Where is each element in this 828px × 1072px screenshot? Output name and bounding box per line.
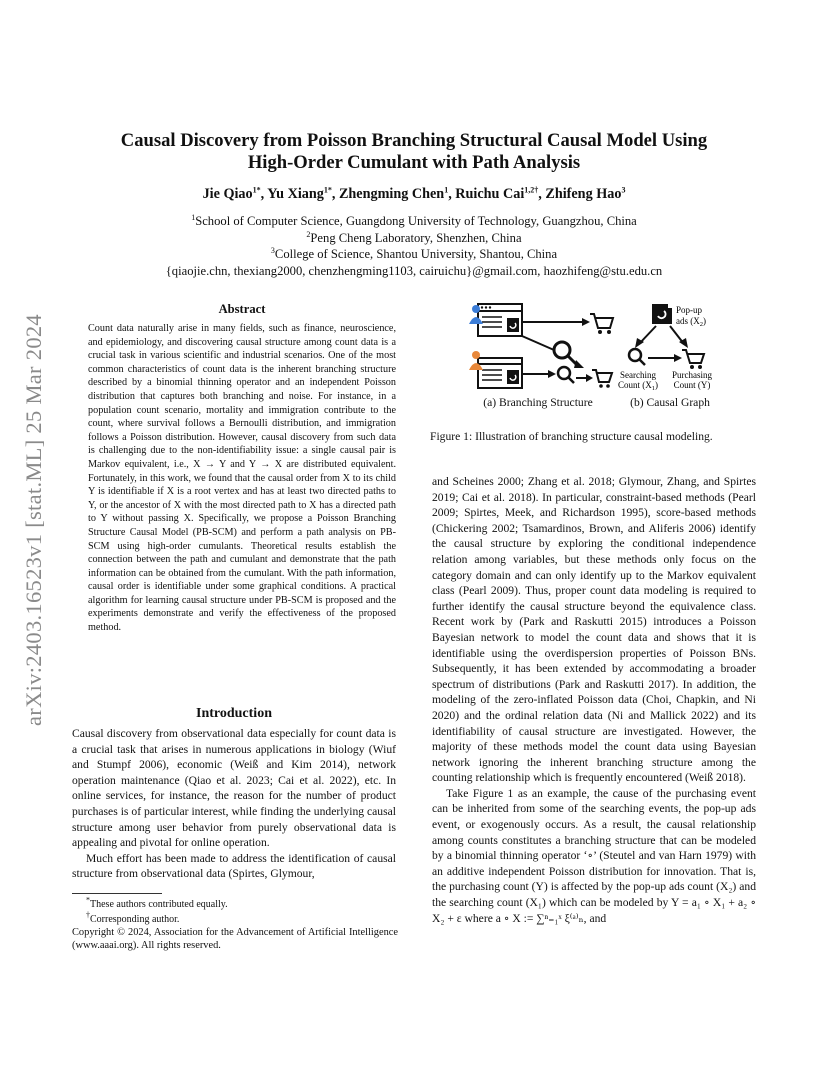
introduction-heading: Introduction [196, 706, 272, 721]
arrow-icon [522, 370, 556, 378]
right-paragraph-1: and Scheines 2000; Zhang et al. 2018; Glymour, Zhang, and Spirtes 2019; Cai et al. 2018). In particular, constraint-based methods (Pearl 2009; Spirtes, Meek, and Richardson 1995), score-based methods (Chickering 2002; Tsamardinos, Brown, and Aliferis 2006) identify the causal structure by exploring the conditional independence relation among variables, but these methods only focus on the category domain and can only identify up to the Markov equivalent class (Pearl 2009). Thus, proper count data modeling is required to further identify the causal structure beyond the equivalence class. Recent work by (Park and Raskutti 2015) introduces a Poisson Bayesian network to model the count data and shows that it is identifiable using the overdispersion properties of Poisson BNs. Subsequently, it has been extended by accommodating a broader spectrum of distributions (Park and Raskutti 2017). In addition, the modeling of the zero-inflated Poisson data (Choi, Chapkin, and Ni 2020) and the ordinal relation data (Ni and Mallick 2022) and its identifiability of causal structure are investigated. However, the majority of these methods model the count data using Bayesian network ignoring the inherent branching structure among the counting relationship which is frequently encountered (Weiß 2018). [432, 475, 756, 785]
popup-ads-icon [652, 304, 672, 324]
intro-paragraph-1: Causal discovery from observational data especially for count data is a crucial task that arises in numerous applications in biology (Wiuf and Stumpf 2006), economic (Weiß and Kim 2014), network operation maintenance (Qiao et al. 2023; Cai et al. 2022), etc. In online services, for instance, the reason for the number of product purchases is of particular interest, while finding the underlying causal structure among user behavior from purely observational data is appealing and pivotal for online operation. [72, 727, 396, 850]
affiliation-line [60, 213, 768, 230]
affiliation-sup: 1 [191, 212, 196, 222]
affiliation-text: School of Computer Science, Guangdong University of Technology, Guangzhou, China [195, 214, 637, 228]
figure-1 [430, 300, 760, 410]
title-line-2: High-Order Cumulant with Path Analysis [247, 152, 581, 173]
author-sup: 1* [323, 185, 332, 195]
arrow-icon [522, 318, 590, 326]
purchasing-count-label-line-2: Count (Y) [673, 380, 711, 390]
author-name: Zhengming Chen [338, 186, 445, 202]
arrow-icon [635, 326, 656, 348]
author-sup: 3 [621, 185, 626, 195]
arxiv-stamp [8, 280, 60, 760]
author-name: Ruichu Cai [455, 186, 525, 202]
abstract-body [88, 322, 396, 635]
affiliation-sup: 3 [270, 245, 275, 255]
affiliation-sup: 2 [306, 229, 311, 239]
subfigure-a-label: (a) Branching Structure [483, 396, 593, 409]
author-name: Yu Xiang [267, 186, 324, 202]
purchasing-count-label-line-1: Purchasing [672, 370, 712, 380]
arrow-icon [522, 336, 554, 350]
footnote-text: Corresponding author. [90, 914, 180, 925]
cart-icon [682, 350, 704, 369]
footnote-1 [86, 895, 396, 911]
footnote-symbol: † [86, 910, 90, 920]
affiliations [60, 213, 768, 279]
author-list: Jie Qiao$^{1*}$, Yu Xiang$^{1*}$, Zhengming Chen$^1$, Ruichu Cai$^{1,2\dagger}$, Zhifeng Hao$^3$ [202, 185, 626, 202]
footnote-rule [72, 893, 162, 894]
arrow-icon [670, 326, 688, 348]
affiliation-line [60, 230, 768, 247]
browser-window-icon [478, 304, 522, 336]
copyright-notice: Copyright © 2024, Association for the Advancement of Artificial Intelligence (www.aaai.org). All rights reserved. [72, 927, 398, 951]
cart-icon [592, 370, 612, 388]
author-name: Zhifeng Hao [545, 186, 622, 202]
abstract-heading: Abstract [218, 302, 266, 316]
magnifier-icon [629, 349, 645, 365]
footnote-2 [86, 910, 396, 926]
emails: {qiaojie.chn, thexiang2000, chenzhengming1103, cairuichu}@gmail.com, haozhifeng@stu.edu.cn [165, 263, 663, 278]
searching-count-label-line-1: Searching [620, 370, 656, 380]
arrow-icon [576, 374, 593, 382]
subfigure-b-label: (b) Causal Graph [630, 396, 710, 409]
right-column-body [432, 474, 756, 926]
popup-ads-label-line-2: ads $(X_2)$ [676, 316, 706, 328]
magnifier-icon [554, 342, 584, 368]
paper-title [60, 130, 768, 174]
author-sup: 1* [252, 185, 261, 195]
figure-1-caption: Figure 1: Illustration of branching structure causal modeling. [430, 430, 713, 443]
introduction-body [72, 726, 396, 882]
author-sup: 1,2† [524, 185, 539, 195]
magnifier-icon [558, 367, 574, 383]
browser-window-icon [478, 358, 522, 388]
right-paragraph-2: Take Figure 1 as an example, the cause of the purchasing event can be inherited from some of the searching events, the pop-up ads event, or exogenously occurs. As a result, the causal relationship among counts constitutes a branching structure that can be modeled by a binomial thinning operator ‘∘’ (Steutel and van Harn 1979) with an additive independent Poisson distribution for innovation. That is, the purchasing count (Y) is affected by the pop-up ads count (X₂) and the searching count (X₁) which can be modeled by Y = a₁ ∘ X₁ + a₂ ∘ X₂ + ε where a ∘ X := ∑ⁿ₌₁ˣ ξ⁽ᵃ⁾ₙ, and [432, 786, 756, 925]
affiliation-text: College of Science, Shantou University, Shantou, China [274, 247, 558, 261]
cart-icon [590, 314, 613, 334]
footnote-text: These authors contributed equally. [90, 899, 228, 910]
abstract-text: Count data naturally arise in many fields, such as finance, neuroscience, and epidemiology, and discovering causal structure among count data is a crucial task in various scientific and industrial scenarios. One of the most common characteristics of count data is the inherent branching structure described by a binomial thinning operator and an independent Poisson distribution that captures both branching and noise. For instance, in a population count scenario, mortality and immigration contribute to the count, where survival follows a Bernoulli distribution, and immigration follows a Poisson distribution. However, causal discovery from such data is challenging due to the non-identifiability issue: a single causal pair is Markov equivalent, i.e., X → Y and Y → X are distributed equivalent. Fortunately, in this work, we found that the causal order from X to its child Y is identifiable if X is a root vertex and has at least two directed paths to Y, or the ancestor of X with the most directed path to X has a directed path to Y without passing X. Specifically, we propose a Poisson Branching Structure Causal Model (PB-SCM) and perform a path analysis on PB-SCM using high-order cumulants. Theoretical results establish the connection between the path and cumulant and demonstrate that the path information can be obtained from the cumulant. With the path information, causal order is identifiable under some graphical conditions. A practical algorithm for learning causal structure under PB-SCM is proposed and the experiments demonstrate and verify the effectiveness of the proposed method. [88, 323, 396, 634]
affiliation-text: Peng Cheng Laboratory, Shenzhen, China [310, 230, 522, 245]
arrow-icon [648, 354, 682, 362]
popup-ads-label-line-1: Pop-up [676, 305, 703, 315]
footnote-symbol: * [86, 895, 90, 905]
intro-paragraph-2: Much effort has been made to address the identification of causal structure from observational data (Spirtes, Glymour, [72, 851, 396, 881]
affiliation-line [60, 246, 768, 263]
searching-count-label-line-2: Count $(X_1)$ [618, 380, 658, 390]
title-line-1: Causal Discovery from Poisson Branching Structural Causal Model Using [120, 130, 708, 151]
arxiv-id: arXiv:2403.16523v1 [stat.ML] 25 Mar 2024 [21, 314, 46, 726]
author-sup: 1 [444, 185, 449, 195]
figure-1-graphic [430, 300, 760, 390]
author-name: Jie Qiao [202, 186, 253, 202]
